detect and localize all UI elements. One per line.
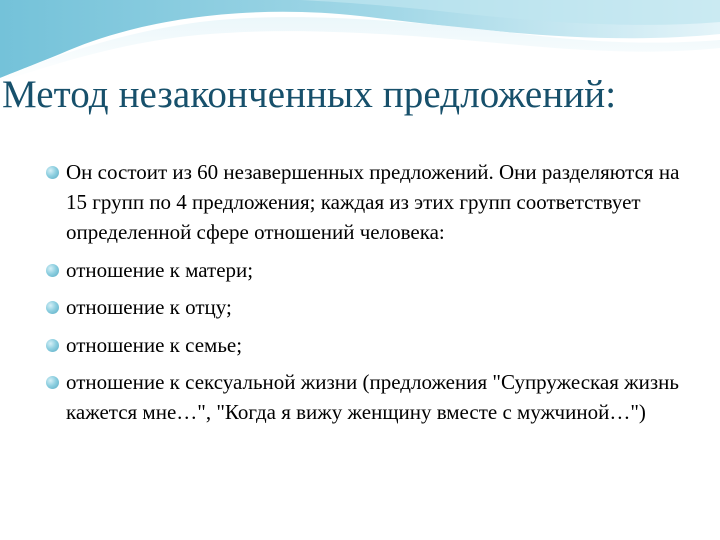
- bullet-item-sexual-life: [48, 367, 688, 427]
- bullet-icon: [46, 301, 59, 314]
- bullet-icon: [46, 376, 59, 389]
- bullet-text: отношение к отцу;: [66, 295, 232, 319]
- bullet-icon: [46, 166, 59, 179]
- bullet-icon: [46, 339, 59, 352]
- bullet-text: отношение к матери;: [66, 257, 254, 282]
- bullet-item-father: [48, 292, 688, 322]
- bullet-item-family: [48, 330, 688, 360]
- bullet-item-mother: [48, 255, 688, 285]
- bullet-text: отношение к сексуальной жизни (предложения "Супружеская жизнь кажется мне…", "Когда я вижу женщину вместе с мужчиной…"): [66, 370, 679, 424]
- header-wave-decoration: [0, 0, 720, 82]
- slide-title: Метод незаконченных предложений:: [2, 73, 617, 116]
- bullet-icon: [46, 264, 59, 277]
- bullet-list: [48, 157, 688, 435]
- bullet-text: Он состоит из 60 незавершенных предложений. Они разделяются на 15 групп по 4 предложения; каждая из этих групп соответствует определенной сфере отношений человека:: [66, 160, 680, 244]
- bullet-item-description: [48, 157, 688, 247]
- bullet-text: отношение к семье;: [66, 332, 243, 357]
